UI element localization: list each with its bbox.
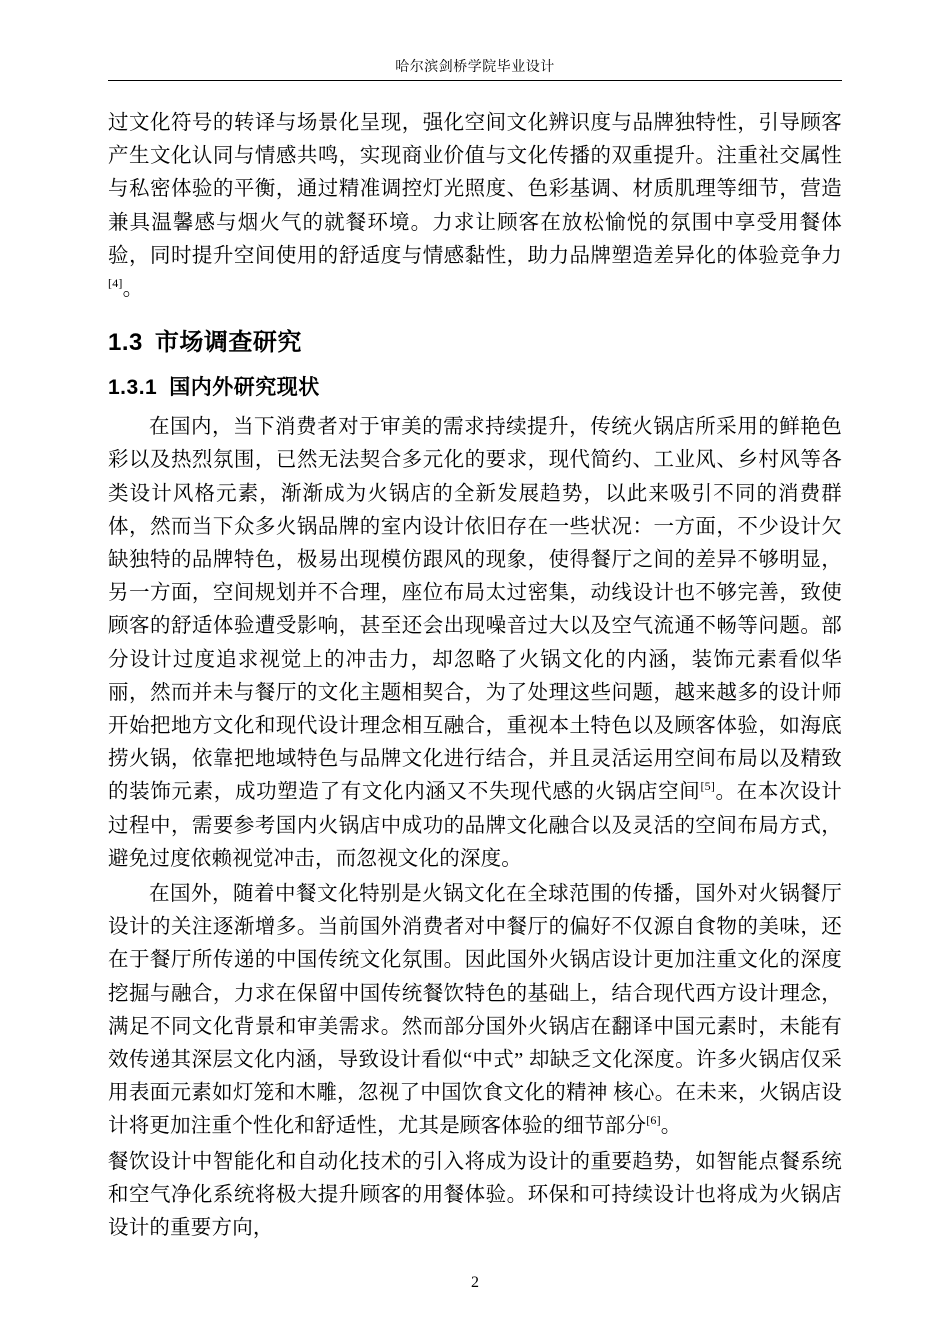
citation-ref-6: [6] xyxy=(646,1113,661,1128)
section-title-1-3: 市场调查研究 xyxy=(154,329,302,357)
section-title-1-3-1: 国内外研究现状 xyxy=(169,376,320,400)
paragraph-3-tail: 。 xyxy=(660,1115,682,1138)
citation-ref-5: [5] xyxy=(700,779,716,794)
section-heading-1-3 xyxy=(108,322,842,357)
paragraph-1-tail: 。 xyxy=(122,278,144,301)
paragraph-4-text: 餐饮设计中智能化和自动化技术的引入将成为设计的重要趋势，如智能点餐系统和空气净化系统将极大提升顾客的用餐体验。环保和可持续设计也将成为火锅店设计的重要方向， xyxy=(108,1150,842,1240)
section-number-1-3: 1.3 xyxy=(108,329,143,357)
paragraph-2-text: 在国内，当下消费者对于审美的需求持续提升，传统火锅店所采用的鲜艳色彩以及热烈氛围，已然无法契合多元化的要求，现代简约、工业风、乡村风等各类设计风格元素，渐渐成为火锅店的全新发展趋势，以此来吸引不同的消费群体，然而当下众多火锅品牌的室内设计依旧存在一些状况：一方面，不少设计欠缺独特的品牌特色，极易出现模仿跟风的现象，使得餐厅之间的差异不够明显，另一方面，空间规划并不合理，座位布局太过密集，动线设计也不够完善，致使顾客的舒适体验遭受影响，甚至还会出现噪音过大以及空气流通不畅等问题。部分设计过度追求视觉上的冲击力，却忽略了火锅文化的内涵，装饰元素看似华丽，然而并未与餐厅的文化主题相契合，为了处理这些问题，越来越多的设计师开始把地方文化和现代设计理念相互融合，重视本土特色以及顾客体验，如海底捞火锅，依靠把地域特色与品牌文化进行结合，并且灵活运用空间布局以及精致的装饰元素，成功塑造了有文化内涵又不失现代感的火锅店空间 xyxy=(108,416,842,804)
citation-ref-4: [4] xyxy=(108,276,123,291)
header-divider xyxy=(108,80,842,81)
paragraph-1 xyxy=(108,107,842,306)
section-number-1-3-1: 1.3.1 xyxy=(108,376,158,400)
paragraph-2-tail: 。在本次设计过程中，需要参考国内火锅店中成功的品牌文化融合以及灵活的空间布局方式，避免过度依赖视觉冲击，而忽视文化的深度。 xyxy=(108,781,842,870)
paragraph-2 xyxy=(108,411,842,876)
paragraph-1-text: 过文化符号的转译与场景化呈现，强化空间文化辨识度与品牌独特性，引导顾客产生文化认同与情感共鸣，实现商业价值与文化传播的双重提升。注重社交属性与私密体验的平衡，通过精准调控灯光照度、色彩基调、材质肌理等细节，营造兼具温馨感与烟火气的就餐环境。力求让顾客在放松愉悦的氛围中享受用餐体验，同时提升空间使用的舒适度与情感黏性，助力品牌塑造差异化的体验竞争力 xyxy=(108,112,842,267)
page-number: 2 xyxy=(471,1274,479,1291)
section-heading-1-3-1 xyxy=(108,371,842,401)
header-title: 哈尔滨剑桥学院毕业设计 xyxy=(395,60,555,75)
paragraph-3-text: 在国外，随着中餐文化特别是火锅文化在全球范围的传播，国外对火锅餐厅设计的关注逐渐增多。当前国外消费者对中餐厅的偏好不仅源自食物的美味，还在于餐厅所传递的中国传统文化氛围。因此国外火锅店设计更加注重文化的深度挖掘与融合，力求在保留中国传统餐饮特色的基础上，结合现代西方设计理念，满足不同文化背景和审美需求。然而部分国外火锅店在翻译中国元素时，未能有效传递其深层文化内涵，导致设计看似“中式” 却缺乏文化深度。许多火锅店仅采用表面元素如灯笼和木雕，忽视了中国饮食文化的精神 核心。在未来，火锅店设计将更加注重个性化和舒适性，尤其是顾客体验的细节部分 xyxy=(108,883,842,1138)
page-footer xyxy=(0,1274,950,1292)
page-header xyxy=(108,0,842,91)
paragraph-4 xyxy=(108,1146,842,1246)
paragraph-3 xyxy=(108,878,842,1144)
document-content xyxy=(108,91,842,1245)
